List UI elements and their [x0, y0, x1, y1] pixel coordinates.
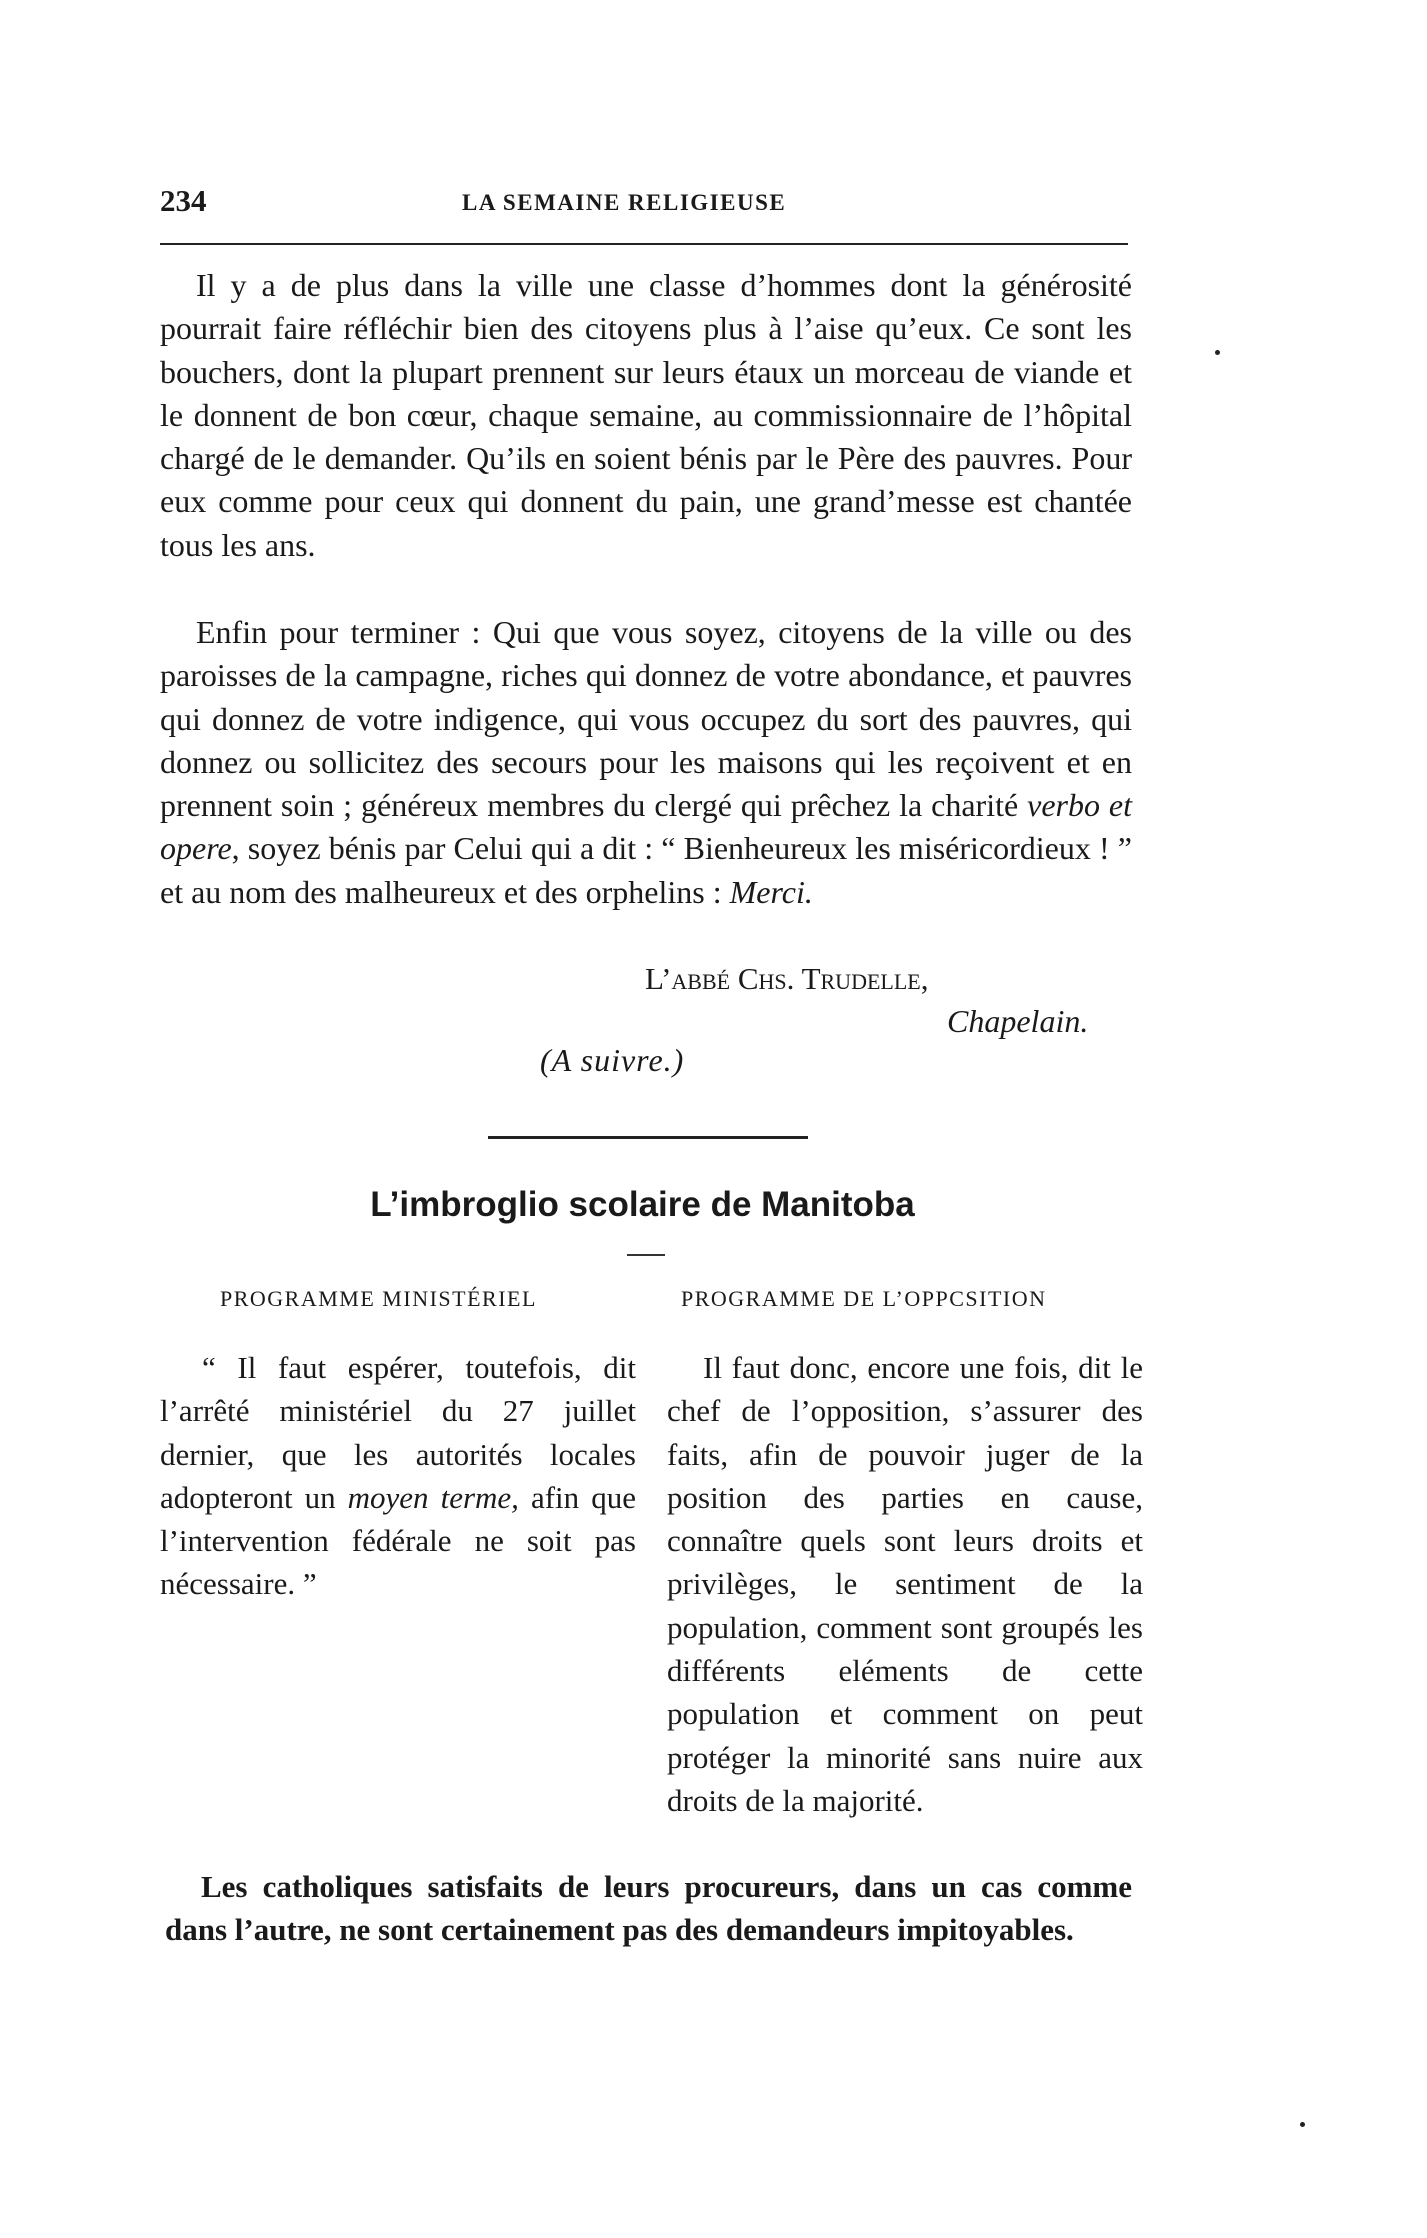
left-column-text-start: “ Il faut espérer, toutefois, dit l’arrêté ministériel du 27 juillet dernier, que les autorités locales adopteront un — [160, 1350, 636, 1515]
running-title: LA SEMAINE RELIGIEUSE — [462, 190, 787, 215]
page-number: 234 — [160, 183, 207, 218]
continuation-note: (A suivre.) — [540, 1042, 685, 1078]
header-divider — [160, 243, 1128, 245]
latin-phrase: verbo et opere — [160, 787, 1133, 867]
left-column-emphasis: moyen terme, — [347, 1479, 519, 1515]
paragraph-text-start: Enfin pour terminer : Qui que vous soyez, citoyens de la ville ou des paroisses de la campagne, riches qui donnez de votre abondance, et pauvres qui donnez de votre indigence, qui vous occupez du sort des pauvres, qui donnez ou sollicitez des secours pour les maisons qui les reçoivent et en prennent soin ; généreux membres du clergé qui prêchez la charité — [160, 614, 1132, 824]
right-column-text — [667, 1346, 1143, 1822]
paragraph-text-middle: , soyez bénis par Celui qui a dit : “ Bienheureux les miséricordieux ! ” et au nom des malheureux et des orphelins : — [160, 830, 1132, 910]
left-column-heading: PROGRAMME MINISTÉRIEL — [220, 1286, 537, 1311]
paragraph-conclusion-speech — [160, 611, 1132, 914]
stray-mark — [1215, 350, 1220, 355]
right-column-plain: Il faut donc, encore une fois, dit le chef de l’opposition, s’assurer des faits, afin de pouvoir juger de la position des parties en cause, connaître quels sont leurs droits et privilèges, le sentiment de la population, comment sont groupés les différents eléments de cette population et comment on peut protéger la minorité sans nuire aux droits de la majorité. — [667, 1350, 1143, 1818]
left-column-text — [160, 1346, 636, 1606]
right-column-heading: PROGRAMME DE L’OPPCSITION — [681, 1286, 1047, 1311]
closing-word: Merci. — [729, 873, 813, 910]
paragraph-butchers: Il y a de plus dans la ville une classe d’hommes dont la générosité pourrait faire réfléchir bien des citoyens plus à l’aise qu’eux. Ce sont les bouchers, dont la plupart prennent sur leurs étaux un morceau de viande et le donnent de bon cœur, chaque semaine, au commissionnaire de l’hôpital chargé de le demander. Qu’ils en soient bénis par le Père des pauvres. Pour eux comme pour ceux qui donnent du pain, une grand’messe est chantée tous les ans. — [160, 267, 1132, 563]
article-title: L’imbroglio scolaire de Manitoba — [370, 1185, 915, 1224]
article-conclusion: Les catholiques satisfaits de leurs procureurs, dans un cas comme dans l’autre, ne sont certainement pas des demandeurs impitoyables. — [165, 1869, 1132, 1948]
stray-mark — [1300, 2122, 1305, 2127]
title-divider — [627, 1254, 665, 1256]
left-column-text-end: afin que l’intervention fédérale ne soit pas nécessaire. ” — [160, 1479, 636, 1602]
signature-role: Chapelain. — [947, 1003, 1089, 1039]
signature-name: L’abbé Chs. Trudelle, — [645, 961, 929, 996]
section-divider — [488, 1136, 808, 1139]
